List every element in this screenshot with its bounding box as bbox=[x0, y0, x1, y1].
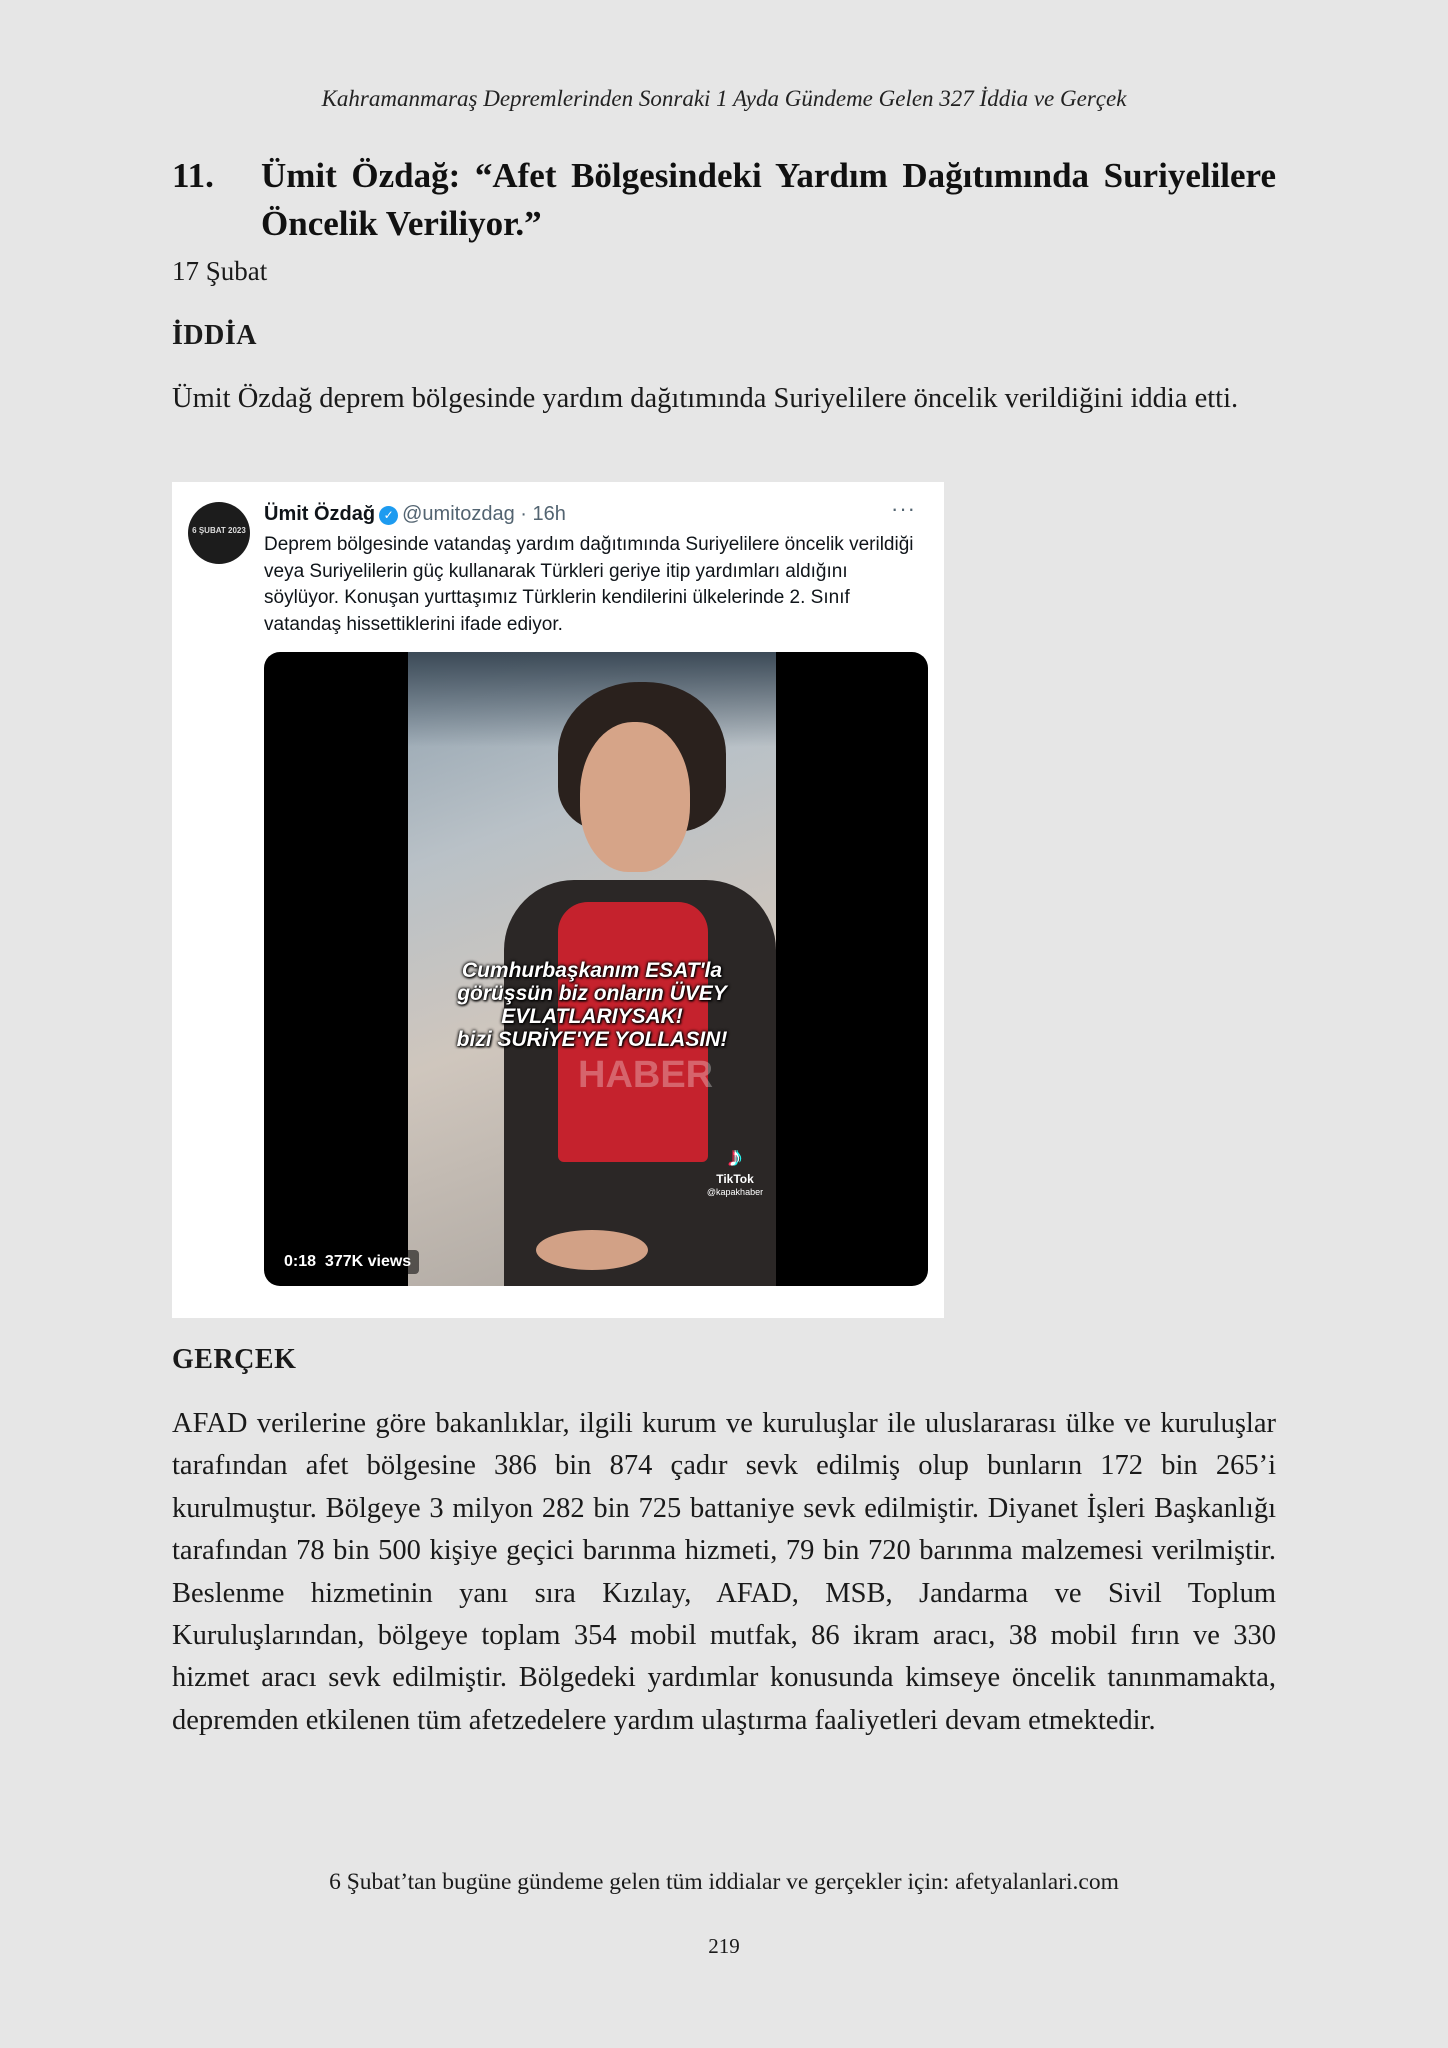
video-stats bbox=[276, 1250, 419, 1274]
tweet-header bbox=[264, 503, 566, 526]
section-title bbox=[172, 152, 1276, 248]
avatar[interactable] bbox=[188, 502, 250, 564]
woman-face bbox=[580, 722, 690, 872]
section-title-text: Ümit Özdağ: “Afet Bölgesindeki Yardım Dağıtımında Suriyelilere Öncelik Veriliyor.” bbox=[261, 156, 1276, 243]
tweet-author-name[interactable]: Ümit Özdağ bbox=[264, 503, 376, 525]
tiktok-handle: @kapakhaber bbox=[706, 1187, 764, 1197]
section-date: 17 Şubat bbox=[172, 256, 268, 286]
tiktok-logo bbox=[698, 1142, 772, 1198]
more-options-icon[interactable]: ··· bbox=[891, 496, 916, 521]
video-views: 377K views bbox=[324, 1253, 412, 1270]
tweet-screenshot bbox=[172, 482, 944, 1318]
tweet-handle[interactable]: @umitozdag bbox=[402, 503, 515, 525]
tiktok-icon: ♪ bbox=[728, 1141, 742, 1172]
page-number: 219 bbox=[708, 1934, 740, 1958]
truth-heading: GERÇEK bbox=[172, 1344, 297, 1375]
tweet-time[interactable]: · 16h bbox=[520, 503, 566, 525]
video-watermark: HABER bbox=[578, 1054, 714, 1096]
claim-text: Ümit Özdağ deprem bölgesinde yardım dağıtımında Suriyelilere öncelik verildiğini iddia etti. bbox=[172, 383, 1239, 414]
tweet-body: Deprem bölgesinde vatandaş yardım dağıtımında Suriyelilere öncelik verildiği veya Suriyelilerin güç kullanarak Türkleri geriye itip yardımları aldığını söylüyor. Konuşan yurttaşımız Türklerin kendilerini ülkelerinde 2. Sınıf vatandaş hissettiklerini ifade ediyor. bbox=[264, 534, 914, 635]
tiktok-label: TikTok bbox=[716, 1172, 754, 1186]
section-number: 11. bbox=[172, 156, 214, 195]
running-header: Kahramanmaraş Depremlerinden Sonraki 1 Ayda Gündeme Gelen 327 İddia ve Gerçek bbox=[321, 86, 1127, 111]
video-caption-line: Cumhurbaşkanım ESAT'la bbox=[461, 959, 723, 982]
footer-note: 6 Şubat’tan bugüne gündeme gelen tüm iddialar ve gerçekler için: afetyalanlari.com bbox=[329, 1869, 1119, 1895]
avatar-text: 6 ŞUBAT 2023 bbox=[192, 526, 246, 535]
verified-badge-icon: ✓ bbox=[379, 506, 398, 525]
video-duration: 0:18 bbox=[284, 1253, 317, 1270]
video-frame[interactable] bbox=[408, 652, 776, 1286]
video-caption-line: bizi SURİYE'YE YOLLASIN! bbox=[456, 1028, 728, 1051]
video-caption-line: görüşsün biz onların ÜVEY bbox=[457, 982, 727, 1005]
claim-heading: İDDİA bbox=[172, 320, 257, 351]
truth-text: AFAD verilerine göre bakanlıklar, ilgili kurum ve kuruluşlar ile uluslararası ülke ve kuruluşlar tarafından afet bölgesine 386 bin 874 çadır sevk edilmiş olup bunların 172 bin 265’i kurulmuştur. Bölgeye 3 milyon 282 bin 725 battaniye sevk edilmiştir. Diyanet İşleri Başkanlığı tarafından 78 bin 500 kişiye geçici barınma hizmeti, 79 bin 720 barınma malzemesi verilmiştir. Beslenme hizmetinin yanı sıra Kızılay, AFAD, MSB, Jandarma ve Sivil Toplum Kuruluşlarından, bölgeye toplam 354 mobil mutfak, 86 ikram aracı, 38 mobil fırın ve 330 hizmet aracı sevk edilmiştir. Bölgedeki yardımlar konusunda kimseye öncelik tanınmamakta, depremden etkilenen tüm afetzedelere yardım ulaştırma faaliyetleri devam etmektedir. bbox=[172, 1408, 1276, 1736]
video-caption bbox=[408, 959, 776, 1051]
video-player[interactable] bbox=[264, 652, 928, 1286]
video-caption-line: EVLATLARIYSAK! bbox=[501, 1005, 683, 1028]
woman-hand bbox=[536, 1230, 648, 1270]
